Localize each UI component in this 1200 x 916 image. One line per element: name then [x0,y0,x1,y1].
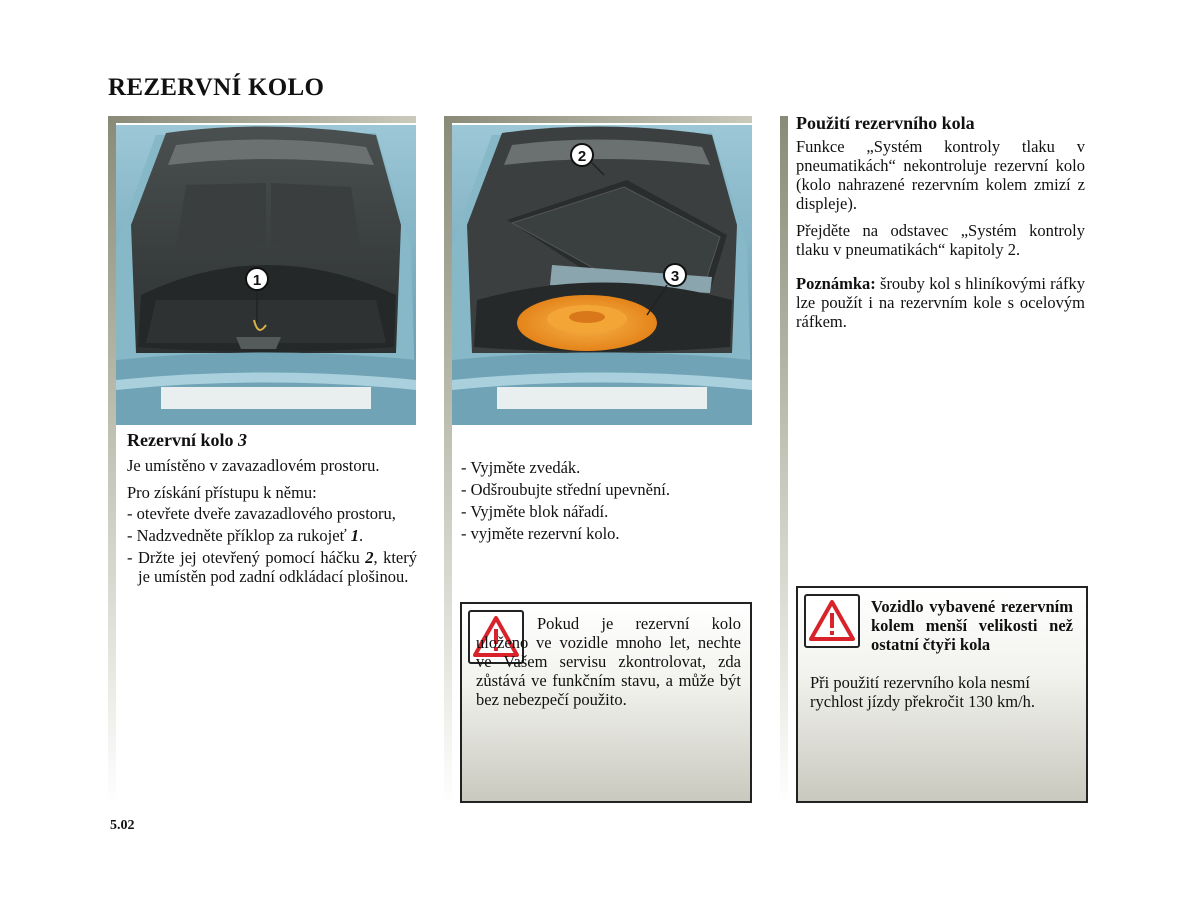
list-item: - Vyjměte blok nářadí. [461,502,609,521]
warning-triangle-icon [804,594,860,648]
warning-title: Vozidlo vybavené rezervním kolem menší velikosti než ostatní čtyři kola [871,597,1073,654]
list-item-tail: , který je umístěn pod zadní odkládací plošinou. [138,548,417,586]
heading-number: 3 [237,430,247,450]
list-item-number: 2 [365,548,374,567]
access-steps-list [127,504,417,586]
page-title: REZERVNÍ KOLO [108,74,325,101]
paragraph-tpms: Funkce „Systém kontroly tlaku v pneumatikách“ nekontroluje rezervní kolo (kolo nahrazené rezervním kolem zmizí z displeje). [796,137,1085,213]
warning-text: Pokud je rezervní kolo uloženo ve vozidle mnoho let, nechte ve Vašem servisu zkontrolovat, zda zůstává ve funkčním stavu, a může být bez nebezpečí použito. [476,614,741,709]
callout-2: 2 [577,148,587,165]
list-item-text: - Nadzvedněte příklop za rukojeť [127,526,351,545]
callout-3: 3 [670,268,680,285]
paragraph-note [796,274,1085,331]
column3-text [796,114,1085,331]
callout-1: 1 [252,272,262,289]
note-label: Poznámka: [796,274,876,293]
paragraph-access: Pro získání přístupu k němu: [127,483,317,502]
list-item [127,548,417,586]
page-number: 5.02 [110,818,135,833]
section-heading-spare-wheel [127,431,417,450]
column1-text [127,431,417,589]
list-item: - Vyjměte zvedák. [461,458,581,477]
note-text: šrouby kol s hliníkovými ráfky lze použít i na rezervním kole s ocelovým ráfkem. [796,274,1085,331]
list-item-text: - Držte jej otevřený pomocí háčku [127,548,366,567]
list-item [127,526,417,545]
heading-text: Rezervní kolo [127,430,238,450]
list-item-tail: . [359,526,364,545]
paragraph-reference: Přejděte na odstavec „Systém kontroly tlaku v pneumatikách“ kapitoly 2. [796,221,1085,259]
warning-box-speed [796,586,1088,803]
list-item: - Odšroubujte střední upevnění. [461,480,670,499]
paragraph-location: Je umístěno v zavazadlovém prostoru. [127,456,380,475]
list-item: - vyjměte rezervní kolo. [461,524,620,543]
trunk-photo-2 [452,125,752,425]
section-heading-usage: Použití rezervního kola [796,113,975,133]
removal-steps-list [461,458,751,543]
column2-accent-bar [444,116,452,806]
warning-speed-text: Při použití rezervního kola nesmí rychlost jízdy překročit 130 km/h. [810,673,1035,711]
list-item-text: - otevřete dveře zavazadlového prostoru, [127,504,396,523]
column1-accent-bar [108,116,116,806]
column3-accent-bar [780,116,788,806]
list-item [127,504,417,523]
column1-top-bar [108,116,416,123]
list-item-number: 1 [350,526,359,545]
column2-text [461,458,751,546]
column2-top-bar [444,116,752,123]
warning-box-service [460,602,752,803]
trunk-photo-1 [116,125,416,425]
